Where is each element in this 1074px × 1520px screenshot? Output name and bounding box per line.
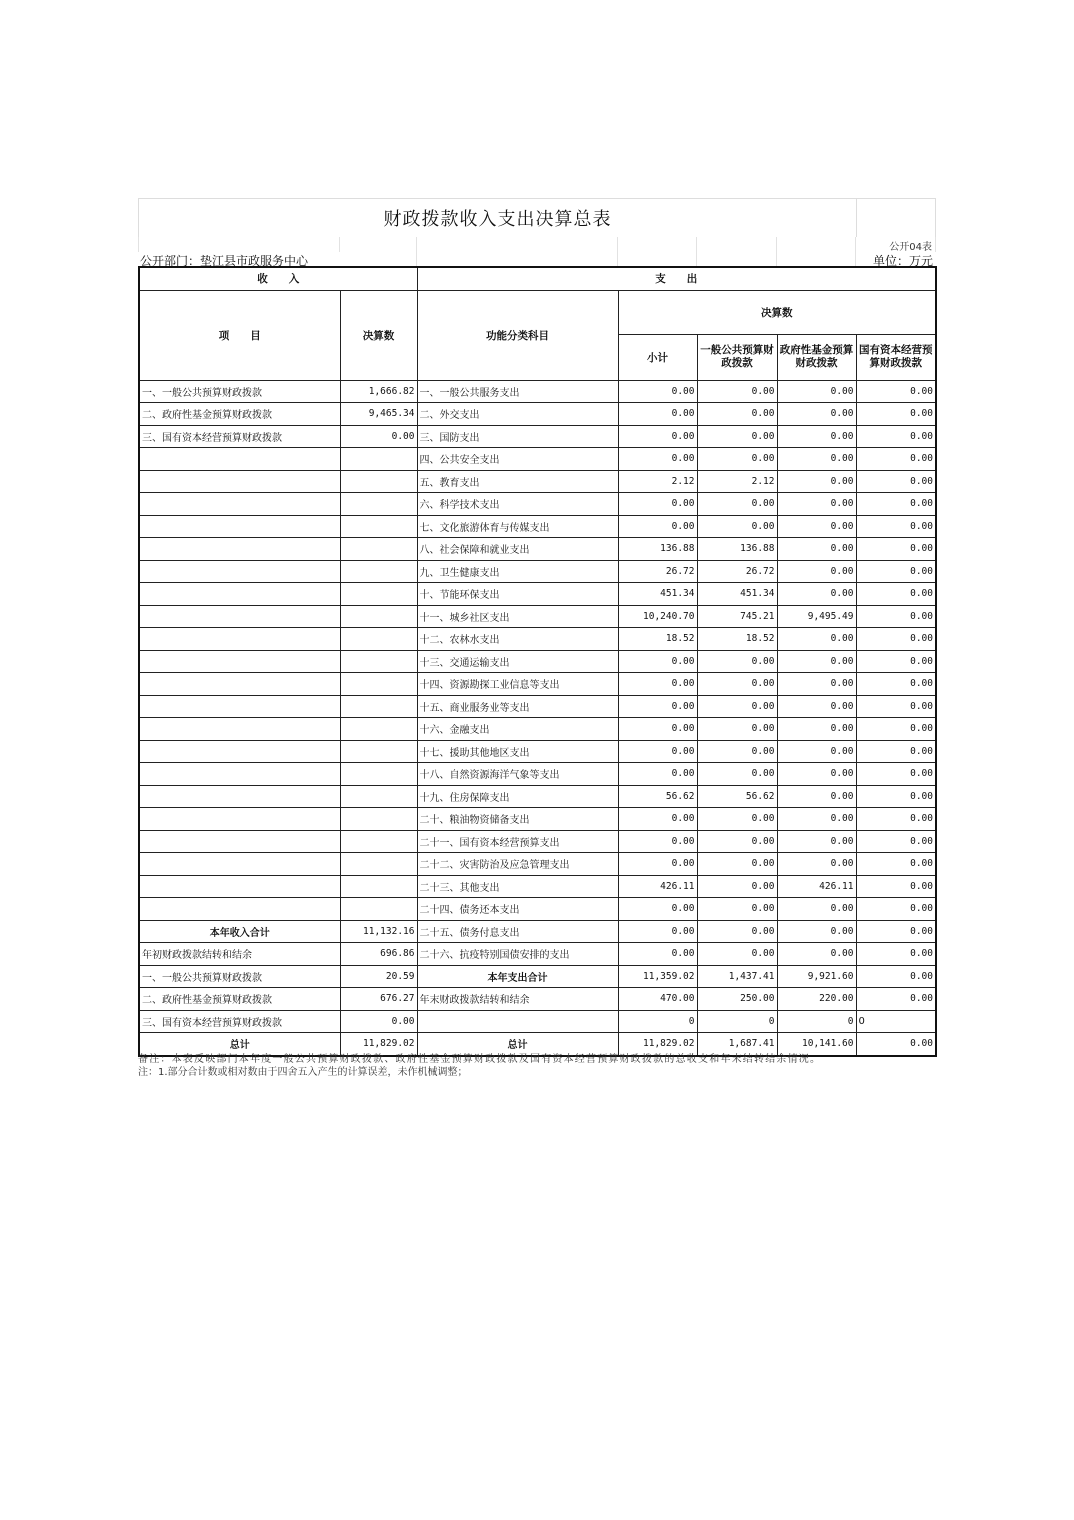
- income-item-cell: [139, 808, 340, 831]
- subtotal-cell: 11,829.02: [618, 1033, 697, 1056]
- func-item-cell: [417, 1010, 618, 1033]
- state-cell: 0.00: [856, 673, 936, 696]
- func-item-cell: 十三、交通运输支出: [417, 650, 618, 673]
- income-item-cell: 二、政府性基金预算财政拨款: [139, 988, 340, 1011]
- subtotal-cell: 136.88: [618, 538, 697, 561]
- expense-header: 支 出: [417, 267, 936, 290]
- general-cell: 0.00: [697, 515, 777, 538]
- table-row: [139, 403, 936, 426]
- table-row: [139, 695, 936, 718]
- general-cell: 451.34: [697, 583, 777, 606]
- income-item-cell: [139, 785, 340, 808]
- general-cell: 0.00: [697, 920, 777, 943]
- state-cell: 0.00: [856, 988, 936, 1011]
- general-cell: 250.00: [697, 988, 777, 1011]
- general-cell: 1,437.41: [697, 965, 777, 988]
- income-amount-cell: [340, 898, 417, 921]
- general-cell: 0.00: [697, 830, 777, 853]
- income-amount-cell: [340, 515, 417, 538]
- func-item-cell: 十八、自然资源海洋气象等支出: [417, 763, 618, 786]
- fund-cell: 0.00: [777, 448, 856, 471]
- state-cell: 0.00: [856, 403, 936, 426]
- income-amount-cell: [340, 448, 417, 471]
- state-header: 国有资本经营预算财政拨款: [856, 334, 936, 380]
- income-amount-cell: 11,132.16: [340, 920, 417, 943]
- func-item-cell: 八、社会保障和就业支出: [417, 538, 618, 561]
- subtotal-cell: 0: [618, 1010, 697, 1033]
- general-cell: 0.00: [697, 493, 777, 516]
- subtotal-cell: 0.00: [618, 740, 697, 763]
- income-item-cell: [139, 740, 340, 763]
- func-item-cell: 年末财政拨款结转和结余: [417, 988, 618, 1011]
- table-row: [139, 605, 936, 628]
- fund-cell: 0.00: [777, 673, 856, 696]
- func-item-cell: 十九、住房保障支出: [417, 785, 618, 808]
- state-cell: 0.00: [856, 380, 936, 403]
- func-item-cell: 二十一、国有资本经营预算支出: [417, 830, 618, 853]
- fund-cell: 426.11: [777, 875, 856, 898]
- subtotal-cell: 0.00: [618, 650, 697, 673]
- footer-note-1: 备注：本表反映部门本年度一般公共预算财政拨款、政府性基金预算财政拨款及国有资本经营预算财政拨款的总收支和年末结转结余情况。: [138, 1054, 822, 1065]
- subtotal-cell: 0.00: [618, 493, 697, 516]
- subtotal-cell: 0.00: [618, 898, 697, 921]
- state-cell: 0.00: [856, 785, 936, 808]
- income-amount-cell: [340, 628, 417, 651]
- fund-cell: 0.00: [777, 403, 856, 426]
- income-amount-cell: [340, 785, 417, 808]
- general-cell: 1,687.41: [697, 1033, 777, 1056]
- fund-cell: 0.00: [777, 493, 856, 516]
- income-item-cell: [139, 493, 340, 516]
- fund-cell: 0.00: [777, 380, 856, 403]
- func-item-cell: 十六、金融支出: [417, 718, 618, 741]
- income-amount-cell: 20.59: [340, 965, 417, 988]
- general-cell: 136.88: [697, 538, 777, 561]
- income-amount-cell: [340, 583, 417, 606]
- subtotal-cell: 10,240.70: [618, 605, 697, 628]
- general-cell: 0.00: [697, 943, 777, 966]
- func-item-cell: 五、教育支出: [417, 470, 618, 493]
- footer-note-2: 注：1.部分合计数或相对数由于四舍五入产生的计算误差，未作机械调整；: [138, 1067, 468, 1078]
- income-item-cell: [139, 448, 340, 471]
- income-item-cell: 年初财政拨款结转和结余: [139, 943, 340, 966]
- func-item-cell: 二、外交支出: [417, 403, 618, 426]
- func-header: 功能分类科目: [417, 290, 618, 380]
- table-row: [139, 740, 936, 763]
- state-cell: 0.00: [856, 583, 936, 606]
- income-item-cell: 三、国有资本经营预算财政拨款: [139, 425, 340, 448]
- func-item-cell: 二十五、债务付息支出: [417, 920, 618, 943]
- subtotal-cell: 18.52: [618, 628, 697, 651]
- table-row: [139, 448, 936, 471]
- func-item-cell: 十五、商业服务业等支出: [417, 695, 618, 718]
- general-cell: 0.00: [697, 740, 777, 763]
- table-row: [139, 718, 936, 741]
- subtotal-cell: 0.00: [618, 673, 697, 696]
- fund-cell: 0.00: [777, 785, 856, 808]
- report-sheet: [138, 198, 936, 1078]
- subtotal-header: 小计: [618, 334, 697, 380]
- fund-cell: 0.00: [777, 650, 856, 673]
- income-item-cell: [139, 560, 340, 583]
- fund-cell: 0.00: [777, 853, 856, 876]
- table-row: [139, 988, 936, 1011]
- fund-cell: 0.00: [777, 538, 856, 561]
- income-item-cell: [139, 830, 340, 853]
- func-item-cell: 四、公共安全支出: [417, 448, 618, 471]
- general-cell: 18.52: [697, 628, 777, 651]
- state-cell: 0.00: [856, 875, 936, 898]
- func-item-cell: 二十三、其他支出: [417, 875, 618, 898]
- subtotal-cell: 426.11: [618, 875, 697, 898]
- func-item-cell: 九、卫生健康支出: [417, 560, 618, 583]
- func-item-cell: 一、一般公共服务支出: [417, 380, 618, 403]
- income-item-cell: [139, 695, 340, 718]
- form-no-row: [138, 237, 936, 252]
- income-item-cell: [139, 515, 340, 538]
- table-row: [139, 583, 936, 606]
- income-amount-cell: [340, 605, 417, 628]
- state-cell: 0.00: [856, 763, 936, 786]
- fund-cell: 0.00: [777, 425, 856, 448]
- general-cell: 0.00: [697, 650, 777, 673]
- subtotal-cell: 0.00: [618, 380, 697, 403]
- table-row: [139, 898, 936, 921]
- income-amount-cell: [340, 560, 417, 583]
- income-item-cell: 三、国有资本经营预算财政拨款: [139, 1010, 340, 1033]
- income-amount-cell: [340, 853, 417, 876]
- state-cell: 0.00: [856, 920, 936, 943]
- general-cell: 0: [697, 1010, 777, 1033]
- state-cell: 0.00: [856, 470, 936, 493]
- subtotal-cell: 451.34: [618, 583, 697, 606]
- table-row: [139, 808, 936, 831]
- general-cell: 56.62: [697, 785, 777, 808]
- state-cell: 0.00: [856, 560, 936, 583]
- fund-cell: 0.00: [777, 943, 856, 966]
- fund-cell: 10,141.60: [777, 1033, 856, 1056]
- fund-cell: 0.00: [777, 718, 856, 741]
- general-cell: 2.12: [697, 470, 777, 493]
- table-row: [139, 470, 936, 493]
- state-cell: 0.00: [856, 538, 936, 561]
- table-row: [139, 830, 936, 853]
- state-cell: 0.00: [856, 448, 936, 471]
- income-amount-cell: 0.00: [340, 425, 417, 448]
- general-cell: 0.00: [697, 403, 777, 426]
- income-item-cell: [139, 853, 340, 876]
- fund-cell: 0.00: [777, 628, 856, 651]
- subtotal-cell: 0.00: [618, 830, 697, 853]
- func-item-cell: 十四、资源勘探工业信息等支出: [417, 673, 618, 696]
- general-cell: 26.72: [697, 560, 777, 583]
- fund-cell: 9,921.60: [777, 965, 856, 988]
- fund-header: 政府性基金预算财政拨款: [777, 334, 856, 380]
- title-row: [138, 198, 936, 237]
- fund-cell: 0.00: [777, 740, 856, 763]
- income-amount-cell: [340, 875, 417, 898]
- subtotal-cell: 470.00: [618, 988, 697, 1011]
- general-cell: 0.00: [697, 808, 777, 831]
- income-amount-cell: 1,666.82: [340, 380, 417, 403]
- table-row: [139, 650, 936, 673]
- state-cell: 0.00: [856, 515, 936, 538]
- state-cell: 0.00: [856, 493, 936, 516]
- state-cell: 0.00: [856, 898, 936, 921]
- income-amount-cell: [340, 470, 417, 493]
- subtotal-cell: 0.00: [618, 808, 697, 831]
- table-row: [139, 493, 936, 516]
- state-cell: 0.00: [856, 943, 936, 966]
- subtotal-cell: 0.00: [618, 448, 697, 471]
- department-row: [138, 252, 936, 267]
- func-item-cell: 本年支出合计: [417, 965, 618, 988]
- subtotal-cell: 26.72: [618, 560, 697, 583]
- subtotal-cell: 0.00: [618, 853, 697, 876]
- func-item-cell: 二十四、债务还本支出: [417, 898, 618, 921]
- table-body: [139, 380, 936, 1056]
- func-item-cell: 二十六、抗疫特别国债安排的支出: [417, 943, 618, 966]
- general-cell: 0.00: [697, 380, 777, 403]
- general-cell: 0.00: [697, 425, 777, 448]
- department-label: 公开部门：垫江县市政服务中心: [140, 254, 309, 268]
- state-cell: 0: [856, 1010, 936, 1033]
- fund-cell: 9,495.49: [777, 605, 856, 628]
- income-item-cell: [139, 718, 340, 741]
- table-row: [139, 560, 936, 583]
- income-item-cell: [139, 875, 340, 898]
- func-item-cell: 二十二、灾害防治及应急管理支出: [417, 853, 618, 876]
- general-cell: 0.00: [697, 853, 777, 876]
- table-row: [139, 920, 936, 943]
- general-cell: 0.00: [697, 763, 777, 786]
- subtotal-cell: 0.00: [618, 920, 697, 943]
- subtotal-cell: 0.00: [618, 763, 697, 786]
- income-amount-cell: 9,465.34: [340, 403, 417, 426]
- state-cell: 0.00: [856, 628, 936, 651]
- table-row: [139, 763, 936, 786]
- subtotal-cell: 11,359.02: [618, 965, 697, 988]
- income-amount-cell: [340, 673, 417, 696]
- state-cell: 0.00: [856, 650, 936, 673]
- page-title: 财政拨款收入支出决算总表: [383, 209, 612, 230]
- income-item-cell: 总计: [139, 1033, 340, 1056]
- state-cell: 0.00: [856, 808, 936, 831]
- func-item-cell: 七、文化旅游体育与传媒支出: [417, 515, 618, 538]
- func-item-cell: 三、国防支出: [417, 425, 618, 448]
- state-cell: 0.00: [856, 1033, 936, 1056]
- state-cell: 0.00: [856, 965, 936, 988]
- income-amount-cell: [340, 830, 417, 853]
- state-cell: 0.00: [856, 425, 936, 448]
- income-amount-cell: [340, 763, 417, 786]
- subtotal-cell: 56.62: [618, 785, 697, 808]
- table-row: [139, 628, 936, 651]
- income-item-cell: [139, 650, 340, 673]
- fund-cell: 0.00: [777, 898, 856, 921]
- income-item-cell: [139, 898, 340, 921]
- form-number: 公开04表: [889, 242, 932, 253]
- fund-cell: 0: [777, 1010, 856, 1033]
- subtotal-cell: 0.00: [618, 695, 697, 718]
- general-cell: 0.00: [697, 875, 777, 898]
- table-row: [139, 943, 936, 966]
- table-row: [139, 380, 936, 403]
- fund-cell: 0.00: [777, 560, 856, 583]
- func-item-cell: 十一、城乡社区支出: [417, 605, 618, 628]
- income-amount-cell: 0.00: [340, 1010, 417, 1033]
- func-item-cell: 二十、粮油物资储备支出: [417, 808, 618, 831]
- income-amount-cell: [340, 740, 417, 763]
- func-item-cell: 六、科学技术支出: [417, 493, 618, 516]
- income-item-cell: [139, 538, 340, 561]
- income-amount-cell: [340, 695, 417, 718]
- income-amount-cell: 676.27: [340, 988, 417, 1011]
- income-item-cell: [139, 763, 340, 786]
- general-cell: 0.00: [697, 448, 777, 471]
- fund-cell: 0.00: [777, 470, 856, 493]
- func-item-cell: 十七、援助其他地区支出: [417, 740, 618, 763]
- table-row: [139, 965, 936, 988]
- amount-header: 决算数: [340, 290, 417, 380]
- subtotal-cell: 0.00: [618, 403, 697, 426]
- general-cell: 0.00: [697, 673, 777, 696]
- table-row: [139, 673, 936, 696]
- footer-notes: [138, 1053, 936, 1079]
- subtotal-cell: 2.12: [618, 470, 697, 493]
- table-row: [139, 425, 936, 448]
- general-cell: 0.00: [697, 718, 777, 741]
- income-item-cell: [139, 583, 340, 606]
- state-cell: 0.00: [856, 718, 936, 741]
- income-amount-cell: 11,829.02: [340, 1033, 417, 1056]
- income-amount-cell: [340, 808, 417, 831]
- income-amount-cell: [340, 650, 417, 673]
- table-row: [139, 515, 936, 538]
- func-item-cell: 十二、农林水支出: [417, 628, 618, 651]
- func-item-cell: 十、节能环保支出: [417, 583, 618, 606]
- table-row: [139, 853, 936, 876]
- state-cell: 0.00: [856, 853, 936, 876]
- table-row: [139, 538, 936, 561]
- table-row: [139, 875, 936, 898]
- income-item-cell: 本年收入合计: [139, 920, 340, 943]
- general-cell: 745.21: [697, 605, 777, 628]
- fund-cell: 0.00: [777, 920, 856, 943]
- fund-cell: 220.00: [777, 988, 856, 1011]
- fund-cell: 0.00: [777, 583, 856, 606]
- income-amount-cell: 696.86: [340, 943, 417, 966]
- income-item-cell: [139, 628, 340, 651]
- income-item-cell: 一、一般公共预算财政拨款: [139, 965, 340, 988]
- general-cell: 0.00: [697, 898, 777, 921]
- income-header: 收 入: [139, 267, 417, 290]
- income-item-cell: [139, 605, 340, 628]
- budget-table: [138, 266, 937, 1057]
- subtotal-cell: 0.00: [618, 425, 697, 448]
- subtotal-cell: 0.00: [618, 718, 697, 741]
- subtotal-cell: 0.00: [618, 943, 697, 966]
- income-item-cell: [139, 470, 340, 493]
- general-header: 一般公共预算财政拨款: [697, 334, 777, 380]
- fund-cell: 0.00: [777, 830, 856, 853]
- fund-cell: 0.00: [777, 695, 856, 718]
- income-amount-cell: [340, 718, 417, 741]
- table-row: [139, 785, 936, 808]
- income-item-cell: [139, 673, 340, 696]
- state-cell: 0.00: [856, 830, 936, 853]
- fund-cell: 0.00: [777, 808, 856, 831]
- fund-cell: 0.00: [777, 763, 856, 786]
- unit-label: 单位：万元: [872, 254, 933, 268]
- state-cell: 0.00: [856, 740, 936, 763]
- table-row: [139, 1010, 936, 1033]
- income-item-cell: 二、政府性基金预算财政拨款: [139, 403, 340, 426]
- income-item-cell: 一、一般公共预算财政拨款: [139, 380, 340, 403]
- subtotal-cell: 0.00: [618, 515, 697, 538]
- func-item-cell: 总计: [417, 1033, 618, 1056]
- final-header: 决算数: [618, 290, 936, 334]
- income-amount-cell: [340, 493, 417, 516]
- general-cell: 0.00: [697, 695, 777, 718]
- item-header: 项 目: [139, 290, 340, 380]
- income-amount-cell: [340, 538, 417, 561]
- state-cell: 0.00: [856, 695, 936, 718]
- state-cell: 0.00: [856, 605, 936, 628]
- fund-cell: 0.00: [777, 515, 856, 538]
